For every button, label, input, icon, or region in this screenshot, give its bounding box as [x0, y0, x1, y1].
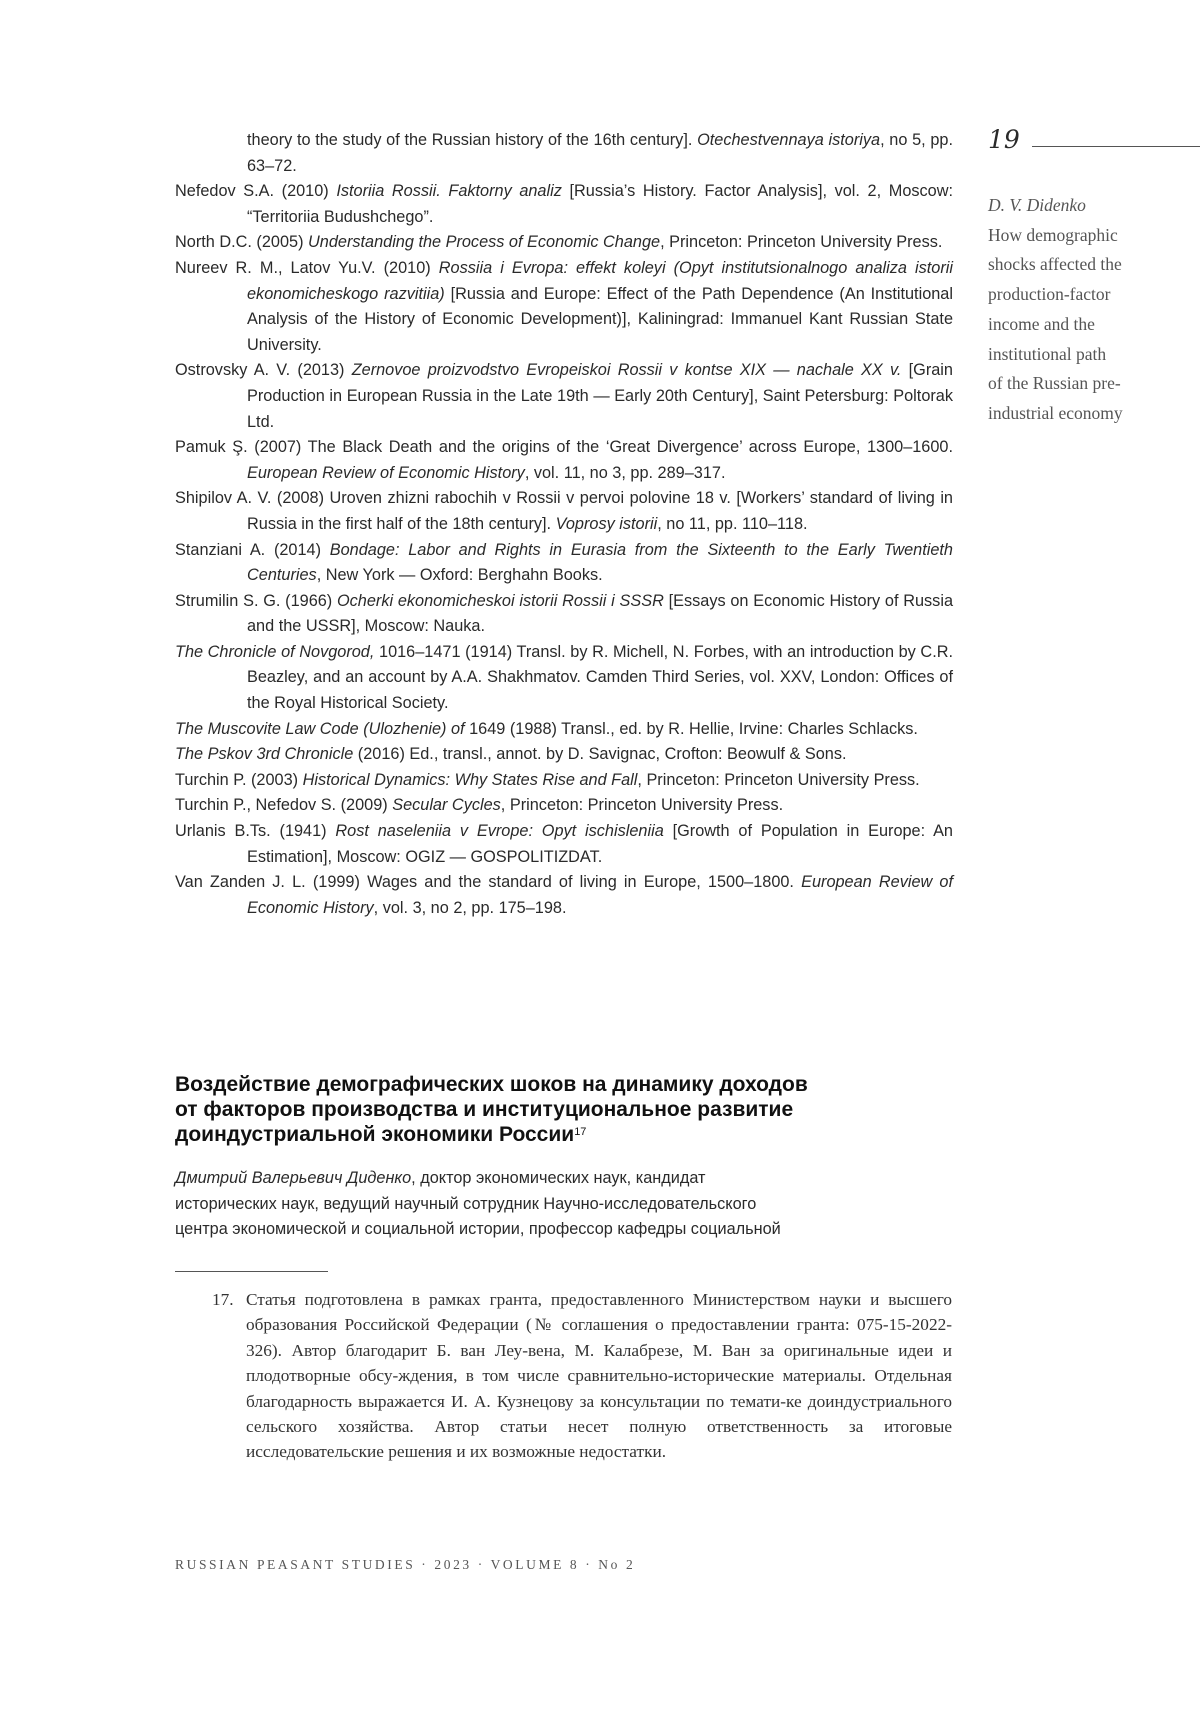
reference-title: European Review of Economic History [247, 463, 525, 482]
reference-title: Voprosy istorii [555, 514, 658, 533]
author-name: Дмитрий Валерьевич Диденко [175, 1169, 412, 1187]
reference-entry [175, 256, 953, 358]
footnote [212, 1287, 952, 1465]
reference-text: [Russia’s History. Factor Analysis], vol. 2, Moscow: “Territoriia Budushchego”. [247, 182, 953, 226]
sidebar-title-line: institutional path [988, 343, 1107, 364]
reference-text: Van Zanden J. L. (1999) Wages and the standard of living in Europe, 1500–1800. [175, 873, 802, 892]
reference-text: [Russia and Europe: Effect of the Path Dependence (An Institutional Analysis of the History of Economic Development)], Kaliningrad: Immanuel Kant Russian State University. [247, 284, 953, 354]
reference-title: European Review of Economic History [247, 873, 953, 917]
page-number: 19 [988, 125, 1020, 154]
article-title-line: Воздействие демографических шоков на динамику доходов [175, 1073, 808, 1096]
reference-text: (2016) Ed., transl., annot. by D. Savignac, Crofton: Beowulf & Sons. [353, 745, 847, 764]
reference-text: Pamuk Ş. (2007) The Black Death and the origins of the ‘Great Divergence’ across Europe, 1300–1600. [175, 438, 953, 457]
sidebar-author: D. V. Didenko [988, 195, 1086, 215]
reference-text: theory to the study of the Russian history of the 16th century]. [247, 131, 698, 149]
reference-text: Strumilin S. G. (1966) [175, 591, 337, 610]
page-number-rule [1032, 146, 1200, 147]
reference-text: , Princeton: Princeton University Press. [500, 796, 784, 815]
reference-entry [175, 538, 953, 589]
reference-text: Stanziani A. (2014) [175, 540, 330, 559]
author-info-line: исторических наук, ведущий научный сотрудник Научно-исследовательского [175, 1194, 757, 1213]
reference-entry [175, 870, 953, 921]
sidebar-title-line: How demographic [988, 224, 1118, 245]
footnote-marker[interactable]: 17 [574, 1126, 587, 1138]
reference-entry [175, 640, 953, 717]
sidebar-title-line: income and the [988, 313, 1095, 334]
author-info [175, 1166, 935, 1243]
footnote-number: 17. [212, 1290, 234, 1309]
reference-text: 1016–1471 (1914) Transl. by R. Michell, N. Forbes, with an introduction by C.R. Beazley, and an account by A.A. Shakhmatov. Camden Third Series, vol. XXV, London: Offices of the Royal Historical Society. [247, 642, 953, 713]
reference-title: Rossiia i Evropa: effekt koleyi (Opyt institutsionalnogo analiza istorii ekonomicheskogo razvitiia) [247, 258, 954, 303]
reference-title: Rost naseleniia v Evrope: Opyt ischisleniia [335, 822, 664, 841]
reference-title: Historical Dynamics: Why States Rise and Fall [302, 770, 638, 789]
references-list [175, 128, 953, 921]
reference-title: Bondage: Labor and Rights in Eurasia from the Sixteenth to the Early Twentieth Centuries [247, 540, 953, 585]
reference-title: Understanding the Process of Economic Change [308, 233, 661, 252]
reference-entry [175, 486, 953, 537]
reference-text: North D.C. (2005) [175, 233, 309, 252]
footnote-text: Статья подготовлена в рамках гранта, предоставленного Министерством науки и высшего образования Российской Федерации (№ соглашения о предоставлении гранта: 075-15-2022-326). Автор благодарит Б. ван Леу-вена, М. Калабрезе, М. Ван за оригинальные идеи и плодотворные обсу-ждения, в том числе сравнительно-исторические материалы. Отдельная благодарность выражается И. А. Кузнецову за консультации по темати-ке доиндустриального сельского хозяйства. Автор статьи несет полную ответственность за итоговые исследовательские решения и их возможные недостатки. [246, 1290, 952, 1462]
reference-title: Istoriia Rossii. Faktorny analiz [336, 182, 562, 201]
author-info-line: центра экономической и социальной истории, профессор кафедры социальной [175, 1220, 781, 1239]
reference-text: [Essays on Economic History of Russia and the USSR], Moscow: Nauka. [247, 591, 953, 636]
reference-entry [175, 128, 953, 179]
reference-text: Ostrovsky A. V. (2013) [175, 361, 352, 380]
reference-title: The Pskov 3rd Chronicle [175, 745, 354, 764]
author-info-line: , доктор экономических наук, кандидат [411, 1169, 706, 1187]
page-number-row [988, 125, 1200, 155]
article-title-line: доиндустриальной экономики России [175, 1123, 575, 1146]
running-footer: RUSSIAN PEASANT STUDIES · 2023 · VOLUME 8 · No 2 [175, 1557, 636, 1572]
running-title-sidebar [988, 191, 1188, 429]
reference-text: [Grain Production in European Russia in the Late 19th — Early 20th Century], Saint Petersburg: Poltorak Ltd. [247, 361, 953, 431]
reference-entry [175, 589, 953, 640]
reference-entry [175, 742, 953, 768]
reference-title: The Chronicle of Novgorod, [175, 642, 380, 661]
reference-text: , no 5, pp. 63–72. [247, 131, 953, 175]
reference-title: Zernovoe proizvodstvo Evropeiskoi Rossii v kontse XIX — nachale XX v. [351, 361, 902, 380]
reference-text: Urlanis B.Ts. (1941) [175, 822, 336, 841]
reference-text: 1649 (1988) Transl., ed. by R. Hellie, Irvine: Charles Schlacks. [469, 719, 918, 738]
reference-text: , no 11, pp. 110–118. [657, 514, 808, 533]
reference-text: , Princeton: Princeton University Press. [660, 233, 943, 252]
reference-title: Ocherki ekonomicheskoi istorii Rossii i SSSR [336, 591, 664, 610]
reference-text: Nefedov S.A. (2010) [175, 182, 337, 201]
reference-text: , vol. 3, no 2, pp. 175–198. [373, 898, 567, 917]
article-title-line: от факторов производства и институциональное развитие [175, 1098, 794, 1121]
reference-entry [175, 435, 953, 486]
reference-title: The Muscovite Law Code (Ulozhenie) of [175, 719, 470, 738]
reference-entry [175, 179, 953, 230]
sidebar-title-line: production-factor [988, 284, 1111, 305]
reference-text: , New York — Oxford: Berghahn Books. [316, 566, 603, 585]
reference-entry [175, 358, 953, 435]
reference-text: Shipilov A. V. (2008) Uroven zhizni rabochih v Rossii v pervoi polovine 18 v. [Workers’ standard of living in Russia in the first half of the 18th century]. [175, 489, 953, 533]
reference-text: Turchin P., Nefedov S. (2009) [175, 796, 393, 815]
reference-title: Secular Cycles [392, 796, 501, 815]
sidebar-title-line: industrial economy [988, 402, 1123, 423]
reference-text: , Princeton: Princeton University Press. [637, 770, 920, 789]
sidebar-title-line: of the Russian pre- [988, 373, 1121, 394]
reference-entry [175, 819, 953, 870]
reference-title: Otechestvennaya istoriya [697, 131, 881, 149]
article-title [175, 1072, 975, 1147]
reference-entry [175, 793, 953, 819]
reference-text: Turchin P. (2003) [175, 770, 303, 789]
footnote-separator [175, 1271, 328, 1272]
sidebar-title-line: shocks affected the [988, 254, 1122, 275]
reference-entry [175, 230, 953, 256]
reference-entry [175, 717, 953, 743]
reference-text: Nureev R. M., Latov Yu.V. (2010) [175, 258, 439, 277]
reference-text: [Growth of Population in Europe: An Estimation], Moscow: OGIZ — GOSPOLITIZDAT. [247, 822, 953, 866]
reference-text: , vol. 11, no 3, pp. 289–317. [524, 463, 726, 482]
reference-entry [175, 768, 953, 794]
